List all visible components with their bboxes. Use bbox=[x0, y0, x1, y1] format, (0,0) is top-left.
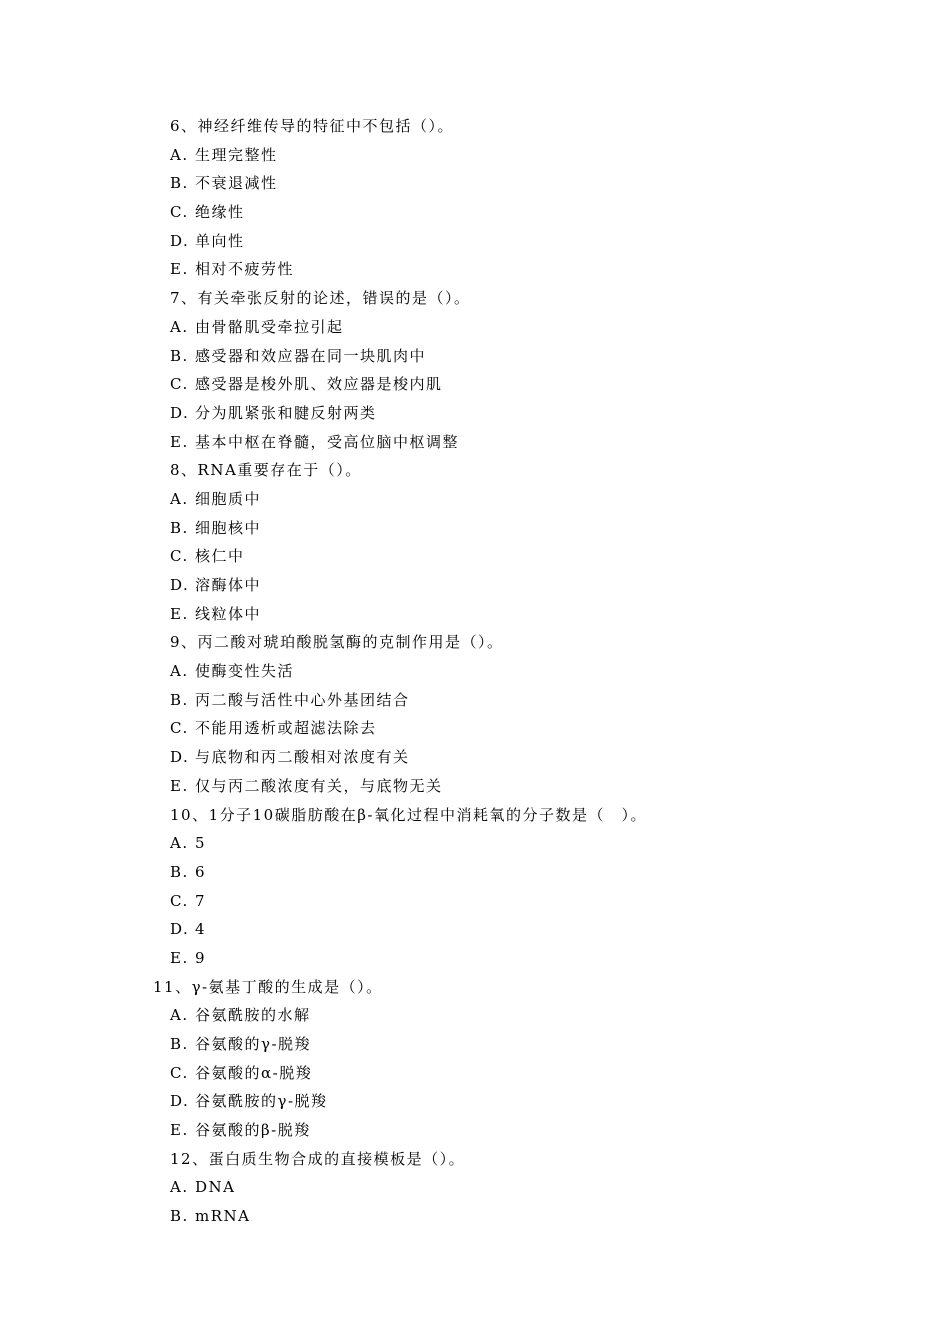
question-7-option-d bbox=[0, 399, 950, 428]
question-12-stem: 12、蛋白质生物合成的直接模板是（）。 bbox=[170, 1149, 466, 1168]
question-10-option-e bbox=[0, 944, 950, 973]
option-text: 基本中枢在脊髓，受高位脑中枢调整 bbox=[195, 432, 460, 451]
question-8-option-c bbox=[0, 542, 950, 571]
option-text: 6 bbox=[195, 862, 207, 881]
question-7-option-b bbox=[0, 342, 950, 371]
option-text: mRNA bbox=[195, 1207, 251, 1226]
question-10-stem: 10、1分子10碳脂肪酸在β-氧化过程中消耗氧的分子数是（ ）。 bbox=[170, 805, 647, 824]
question-7-option-a bbox=[0, 313, 950, 342]
option-text: 不能用透析或超滤法除去 bbox=[195, 719, 377, 738]
option-letter: B. bbox=[170, 690, 189, 709]
option-letter: D. bbox=[170, 231, 190, 250]
option-text: 相对不疲劳性 bbox=[195, 260, 295, 279]
option-text: 溶酶体中 bbox=[195, 576, 262, 594]
option-letter: C. bbox=[170, 547, 189, 566]
option-text: 不衰退减性 bbox=[195, 174, 278, 193]
option-text: 5 bbox=[195, 834, 207, 853]
option-letter: E. bbox=[170, 776, 189, 795]
option-text: 细胞质中 bbox=[195, 489, 262, 508]
option-text: 单向性 bbox=[195, 231, 245, 250]
question-6-option-d bbox=[0, 227, 950, 256]
option-letter: E. bbox=[170, 1121, 189, 1140]
option-text: 细胞核中 bbox=[195, 518, 262, 537]
question-11-option-c bbox=[0, 1059, 950, 1088]
option-text: 谷氨酰胺的水解 bbox=[195, 1006, 311, 1025]
option-letter: A. bbox=[170, 834, 189, 853]
option-text: 4 bbox=[195, 920, 207, 939]
option-text: 生理完整性 bbox=[195, 145, 278, 164]
option-letter: C. bbox=[170, 1063, 189, 1082]
option-letter: B. bbox=[170, 1035, 189, 1053]
question-9-stem: 9、丙二酸对琥珀酸脱氢酶的克制作用是（）。 bbox=[170, 633, 504, 652]
option-letter: D. bbox=[170, 920, 190, 939]
option-letter: E. bbox=[170, 948, 189, 967]
question-8-option-a bbox=[0, 485, 950, 514]
option-text: 7 bbox=[195, 891, 207, 910]
option-letter: A. bbox=[170, 1178, 189, 1197]
question-10-option-c bbox=[0, 887, 950, 916]
question-11-option-d bbox=[0, 1087, 950, 1116]
option-text: 分为肌紧张和腱反射两类 bbox=[195, 403, 377, 422]
question-8-option-b bbox=[0, 514, 950, 543]
question-11-option-b bbox=[0, 1030, 950, 1059]
option-letter: C. bbox=[170, 203, 189, 222]
question-9-option-e bbox=[0, 772, 950, 801]
option-letter: D. bbox=[170, 576, 190, 594]
option-text: 谷氨酰胺的γ-脱羧 bbox=[195, 1092, 328, 1111]
option-text: DNA bbox=[195, 1178, 236, 1197]
question-10-option-a bbox=[0, 829, 950, 858]
option-text: 感受器是梭外肌、效应器是梭内肌 bbox=[195, 375, 443, 394]
option-letter: E. bbox=[170, 432, 189, 451]
option-text: 使酶变性失活 bbox=[195, 662, 295, 681]
question-10-option-b bbox=[0, 858, 950, 887]
option-letter: A. bbox=[170, 662, 189, 681]
option-letter: E. bbox=[170, 260, 189, 279]
question-6-option-a bbox=[0, 141, 950, 170]
question-list bbox=[0, 112, 950, 1231]
question-6-option-e bbox=[0, 255, 950, 284]
question-8-stem: 8、RNA重要存在于（）。 bbox=[170, 461, 362, 480]
option-letter: A. bbox=[170, 317, 189, 336]
option-letter: C. bbox=[170, 891, 189, 910]
question-11-stem: 11、γ-氨基丁酸的生成是（）。 bbox=[153, 977, 383, 996]
option-letter: D. bbox=[170, 748, 190, 767]
option-letter: A. bbox=[170, 1006, 189, 1025]
question-7-stem: 7、有关牵张反射的论述，错误的是（）。 bbox=[170, 289, 471, 308]
option-text: 绝缘性 bbox=[195, 203, 245, 222]
question-7-option-c bbox=[0, 370, 950, 399]
question-9-option-d bbox=[0, 743, 950, 772]
question-10-option-d bbox=[0, 915, 950, 944]
option-text: 感受器和效应器在同一块肌肉中 bbox=[195, 346, 427, 365]
question-9-option-b bbox=[0, 686, 950, 715]
question-9-option-a bbox=[0, 657, 950, 686]
option-text: 与底物和丙二酸相对浓度有关 bbox=[195, 748, 410, 767]
option-letter: A. bbox=[170, 489, 189, 508]
option-letter: B. bbox=[170, 1207, 189, 1226]
option-text: 丙二酸与活性中心外基团结合 bbox=[195, 690, 410, 709]
question-7-option-e bbox=[0, 428, 950, 457]
option-text: 核仁中 bbox=[195, 547, 245, 566]
option-letter: D. bbox=[170, 403, 190, 422]
option-text: 由骨骼肌受牵拉引起 bbox=[195, 317, 344, 336]
option-letter: B. bbox=[170, 862, 189, 881]
option-letter: B. bbox=[170, 346, 189, 365]
option-text: 谷氨酸的γ-脱羧 bbox=[195, 1035, 312, 1053]
option-letter: D. bbox=[170, 1092, 190, 1111]
option-letter: C. bbox=[170, 719, 189, 738]
option-letter: B. bbox=[170, 174, 189, 193]
question-6-option-c bbox=[0, 198, 950, 227]
option-letter: E. bbox=[170, 604, 189, 623]
option-letter: C. bbox=[170, 375, 189, 394]
option-text: 谷氨酸的β-脱羧 bbox=[195, 1121, 311, 1140]
question-12-option-a bbox=[0, 1173, 950, 1202]
question-8-option-e bbox=[0, 600, 950, 629]
option-letter: A. bbox=[170, 145, 189, 164]
option-text: 线粒体中 bbox=[195, 604, 262, 623]
option-letter: B. bbox=[170, 518, 189, 537]
option-text: 仅与丙二酸浓度有关，与底物无关 bbox=[195, 776, 443, 795]
question-11-option-a bbox=[0, 1001, 950, 1030]
option-text: 谷氨酸的α-脱羧 bbox=[195, 1063, 313, 1082]
question-6-option-b bbox=[0, 169, 950, 198]
question-11-option-e bbox=[0, 1116, 950, 1145]
question-9-option-c bbox=[0, 714, 950, 743]
option-text: 9 bbox=[195, 948, 207, 967]
question-8-option-d bbox=[0, 571, 950, 600]
question-6-stem: 6、神经纤维传导的特征中不包括（）。 bbox=[170, 117, 455, 135]
question-12-option-b bbox=[0, 1202, 950, 1231]
